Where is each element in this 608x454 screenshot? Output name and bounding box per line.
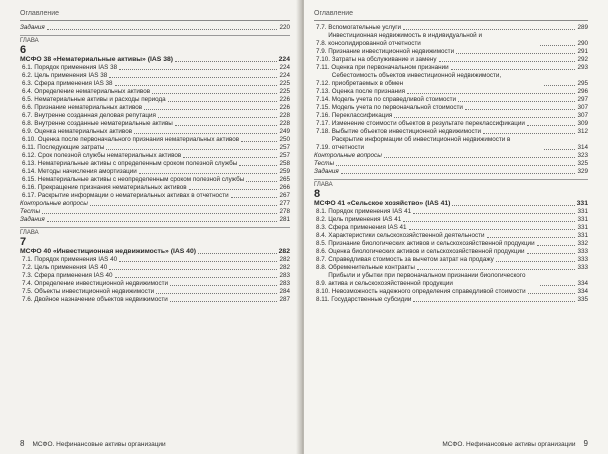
toc-entry-title: Невозможность надежного определения справедливой стоимости bbox=[331, 288, 526, 295]
toc-entry-number: 6.4. bbox=[22, 88, 35, 95]
toc-entry-page: 334 bbox=[577, 280, 588, 287]
leader-dots bbox=[527, 125, 576, 126]
toc-entry bbox=[20, 88, 290, 96]
toc-entry-title: Сфера применения IAS 41 bbox=[328, 224, 407, 231]
toc-entry-page: 257 bbox=[279, 144, 290, 151]
leader-dots bbox=[540, 45, 575, 46]
toc-entry-number: 7.10. bbox=[316, 56, 332, 63]
leader-dots bbox=[394, 117, 575, 118]
leader-dots bbox=[452, 205, 574, 206]
toc-entry-number: 6.17. bbox=[22, 192, 38, 199]
toc-entry-title: Государственные субсидии bbox=[331, 296, 412, 303]
leader-dots bbox=[42, 213, 277, 214]
toc-entry-number: 6.12. bbox=[22, 152, 38, 159]
toc-entry-page: 278 bbox=[279, 208, 290, 215]
toc-entry bbox=[314, 232, 588, 240]
toc-entry-number: 8.3. bbox=[316, 224, 329, 231]
toc-entry-title: Затраты на обслуживание и замену bbox=[331, 56, 437, 63]
toc-entry-page: 277 bbox=[279, 200, 290, 207]
toc-entry bbox=[20, 272, 290, 280]
leader-dots bbox=[409, 229, 576, 230]
toc-entry bbox=[314, 240, 588, 248]
toc-entry-title: Оценка при первоначальном признании bbox=[331, 64, 449, 71]
toc-entry-page: 331 bbox=[577, 224, 588, 231]
toc-entry bbox=[314, 120, 588, 128]
toc-entry-number: 7.6. bbox=[22, 296, 35, 303]
chapter-number: 7 bbox=[20, 236, 27, 248]
toc-entry-page: 282 bbox=[279, 264, 290, 271]
left-page bbox=[0, 0, 302, 454]
toc-entry-title: Оценка нематериальных активов bbox=[34, 128, 133, 135]
toc-entry-number: 8.9. bbox=[316, 280, 329, 287]
toc-entry-page: 291 bbox=[577, 48, 588, 55]
toc-entry-page: 225 bbox=[279, 80, 290, 87]
toc-entry-title: Контрольные вопросы bbox=[314, 152, 382, 159]
leader-dots bbox=[175, 125, 278, 126]
toc-entry-number: 6.14. bbox=[22, 168, 38, 175]
leader-dots bbox=[144, 109, 277, 110]
toc-entry-title: Выбытие объектов инвестиционной недвижимости bbox=[331, 128, 482, 135]
toc-entry-page: 226 bbox=[279, 96, 290, 103]
toc-entry-title: Модель учета по первоначальной стоимости bbox=[331, 104, 463, 111]
leader-dots bbox=[544, 85, 576, 86]
toc-entry bbox=[20, 288, 290, 296]
leader-dots bbox=[456, 53, 575, 54]
chapter-number: 8 bbox=[314, 188, 321, 200]
page-header: Оглавление bbox=[314, 10, 588, 21]
toc-entry bbox=[20, 192, 290, 200]
toc-entry-page: 249 bbox=[279, 128, 290, 135]
toc-entry-number: 7.13. bbox=[316, 88, 332, 95]
toc-entry-title: МСФО 40 «Инвестиционная недвижимость» (IAS 40) bbox=[20, 248, 197, 255]
running-title: МСФО. Нефинансовые активы организации bbox=[32, 441, 166, 448]
toc-entry-title: Контрольные вопросы bbox=[20, 200, 88, 207]
toc-entry-title: Оценка биологических активов и сельскохозяйственной продукции bbox=[328, 248, 525, 255]
toc-entry bbox=[314, 24, 588, 32]
toc-entry bbox=[314, 264, 588, 272]
toc-entry-number: 7.7. bbox=[316, 24, 329, 31]
toc-entry-page: 309 bbox=[577, 120, 588, 127]
leader-dots bbox=[115, 277, 278, 278]
leader-dots bbox=[241, 141, 277, 142]
toc-entry bbox=[314, 72, 588, 88]
chapter-7 bbox=[20, 227, 290, 304]
toc-entry bbox=[314, 128, 588, 136]
toc-entry bbox=[20, 80, 290, 88]
leader-dots bbox=[246, 181, 277, 182]
leader-dots bbox=[175, 61, 277, 62]
toc-entry-page: 334 bbox=[577, 288, 588, 295]
leader-dots bbox=[109, 77, 277, 78]
toc-entry-number: 7.12. bbox=[316, 80, 332, 87]
toc-entry-title: МСФО 41 «Сельское хозяйство» (IAS 41) bbox=[314, 200, 451, 207]
toc-entry-number: 8.5. bbox=[316, 240, 329, 247]
left-top-entries bbox=[20, 24, 290, 32]
leader-dots bbox=[119, 69, 277, 70]
toc-entry-number: 6.13. bbox=[22, 160, 38, 167]
toc-entry-page: 331 bbox=[577, 232, 588, 239]
toc-entry-page: 333 bbox=[577, 248, 588, 255]
toc-entry-page: 312 bbox=[577, 128, 588, 135]
toc-entry-page: 293 bbox=[577, 64, 588, 71]
toc-entry-page: 332 bbox=[577, 240, 588, 247]
toc-entry bbox=[20, 168, 290, 176]
leader-dots bbox=[239, 165, 277, 166]
right-entries bbox=[314, 24, 588, 152]
toc-entry-number: 6.11. bbox=[22, 144, 38, 151]
toc-entry bbox=[314, 160, 588, 168]
leader-dots bbox=[156, 293, 277, 294]
leader-dots bbox=[231, 197, 278, 198]
leader-dots bbox=[183, 157, 277, 158]
toc-entry-title: Прибыли и убытки при первоначальном признании биологического актива и сельскохозяйственной продукции bbox=[328, 272, 526, 287]
toc-entry-title: Сфера применения IAS 38 bbox=[34, 80, 113, 87]
toc-entry-number: 7.8. bbox=[316, 40, 329, 47]
leader-dots bbox=[134, 133, 277, 134]
toc-entry-title: Оценка после первоначального признания нематериальных активов bbox=[37, 136, 240, 143]
toc-entry-page: 284 bbox=[279, 288, 290, 295]
toc-entry-title: Признание нематериальных активов bbox=[34, 104, 143, 111]
leader-dots bbox=[47, 29, 278, 30]
toc-entry-number: 6.3. bbox=[22, 80, 35, 87]
toc-entry-page: 323 bbox=[577, 152, 588, 159]
toc-entry-title: Тесты bbox=[20, 208, 41, 215]
toc-entry bbox=[20, 120, 290, 128]
toc-entry-page: 250 bbox=[279, 136, 290, 143]
toc-entry-page: 290 bbox=[577, 40, 588, 47]
page-number: 9 bbox=[583, 439, 588, 448]
toc-entry bbox=[20, 248, 290, 256]
toc-entry-number: 6.7. bbox=[22, 112, 35, 119]
leader-dots bbox=[407, 93, 575, 94]
running-title: МСФО. Нефинансовые активы организации bbox=[442, 441, 576, 448]
leader-dots bbox=[413, 301, 575, 302]
toc-entry-number: 7.18. bbox=[316, 128, 332, 135]
toc-entry-title: Вспомогательные услуги bbox=[328, 24, 402, 31]
toc-entry-page: 267 bbox=[279, 192, 290, 199]
chapter-number: 6 bbox=[20, 44, 27, 56]
chapter-label: ГЛАВА bbox=[314, 179, 588, 188]
toc-entry-number: 6.5. bbox=[22, 96, 35, 103]
toc-entry bbox=[314, 256, 588, 264]
toc-entry bbox=[20, 112, 290, 120]
toc-entry-page: 331 bbox=[576, 200, 588, 207]
toc-entry bbox=[20, 96, 290, 104]
leader-dots bbox=[109, 269, 277, 270]
toc-entry bbox=[20, 280, 290, 288]
toc-entry bbox=[20, 136, 290, 144]
leader-dots bbox=[168, 101, 278, 102]
toc-entry-number: 7.11. bbox=[316, 64, 332, 71]
toc-entry bbox=[314, 32, 588, 48]
toc-entry-page: 224 bbox=[278, 56, 290, 63]
toc-entry-title: Справедливая стоимость за вычетом затрат на продажу bbox=[328, 256, 494, 263]
toc-entry-page: 292 bbox=[577, 56, 588, 63]
toc-entry-page: 283 bbox=[279, 272, 290, 279]
toc-entry-title: Изменение стоимости объектов в результате переклассификации bbox=[331, 120, 525, 127]
leader-dots bbox=[189, 189, 278, 190]
toc-entry-title: Внутренне созданная деловая репутация bbox=[34, 112, 156, 119]
toc-entry-title: Оценка после признания bbox=[331, 88, 406, 95]
leader-dots bbox=[439, 61, 576, 62]
leader-dots bbox=[537, 245, 576, 246]
page-number: 8 bbox=[20, 439, 25, 448]
toc-entry-page: 224 bbox=[279, 64, 290, 71]
toc-entry bbox=[314, 272, 588, 288]
toc-entry bbox=[20, 104, 290, 112]
leader-dots bbox=[384, 157, 576, 158]
toc-entry-number: 7.15. bbox=[316, 104, 332, 111]
toc-entry-title: Нематериальные активы с неопределенным сроком полезной службы bbox=[37, 176, 245, 183]
toc-entry-page: 297 bbox=[577, 96, 588, 103]
leader-dots bbox=[451, 69, 576, 70]
toc-entry-title: Задания bbox=[20, 24, 45, 31]
leader-dots bbox=[336, 165, 575, 166]
toc-entry-number: 7.17. bbox=[316, 120, 332, 127]
toc-entry-title: Модель учета по справедливой стоимости bbox=[331, 96, 457, 103]
toc-entry-page: 331 bbox=[577, 216, 588, 223]
toc-entry bbox=[314, 168, 588, 176]
toc-entry-page: 266 bbox=[279, 184, 290, 191]
toc-entry-number: 7.3. bbox=[22, 272, 35, 279]
toc-entry-title: Объекты инвестиционной недвижимости bbox=[34, 288, 155, 295]
toc-entry-title: Инвестиционная недвижимость в индивидуальной и консолидированной отчетности bbox=[328, 32, 482, 47]
toc-entry-title: Тесты bbox=[314, 160, 335, 167]
toc-entry-title: Порядок применения IAS 40 bbox=[34, 256, 118, 263]
toc-entry bbox=[314, 56, 588, 64]
toc-entry bbox=[314, 64, 588, 72]
toc-entry-page: 296 bbox=[577, 88, 588, 95]
leader-dots bbox=[483, 133, 575, 134]
toc-entry-title: Раскрытие информации о нематериальных активах в отчетности bbox=[37, 192, 229, 199]
leader-dots bbox=[413, 213, 575, 214]
toc-entry bbox=[20, 208, 290, 216]
leader-dots bbox=[90, 205, 278, 206]
toc-entry bbox=[314, 48, 588, 56]
toc-entry-number: 7.19. bbox=[316, 144, 332, 151]
toc-entry-page: 325 bbox=[577, 160, 588, 167]
page-header: Оглавление bbox=[20, 10, 290, 21]
toc-entry-number: 7.16. bbox=[316, 112, 332, 119]
toc-entry-title: Раскрытие информации об инвестиционной недвижимости в отчетности bbox=[331, 136, 511, 151]
leader-dots bbox=[458, 101, 575, 102]
toc-entry-page: 335 bbox=[577, 296, 588, 303]
leader-dots bbox=[47, 221, 278, 222]
toc-entry-page: 287 bbox=[279, 296, 290, 303]
toc-entry-title: Порядок применения IAS 38 bbox=[34, 64, 118, 71]
toc-entry-number: 6.9. bbox=[22, 128, 35, 135]
leader-dots bbox=[106, 149, 277, 150]
leader-dots bbox=[465, 109, 576, 110]
toc-entry-number: 8.1. bbox=[316, 208, 329, 215]
toc-entry bbox=[20, 200, 290, 208]
toc-entry-title: Переклассификация bbox=[331, 112, 393, 119]
toc-entry bbox=[20, 64, 290, 72]
toc-entry bbox=[314, 208, 588, 216]
toc-entry-number: 6.10. bbox=[22, 136, 38, 143]
toc-entry-number: 7.4. bbox=[22, 280, 35, 287]
toc-entry-number: 7.2. bbox=[22, 264, 35, 271]
right-tail-entries bbox=[314, 152, 588, 176]
toc-entry-page: 228 bbox=[279, 112, 290, 119]
toc-entry-number: 8.6. bbox=[316, 248, 329, 255]
toc-entry-title: МСФО 38 «Нематериальные активы» (IAS 38) bbox=[20, 56, 174, 63]
chapter-label: ГЛАВА bbox=[20, 227, 290, 236]
toc-entry-title: Нематериальные активы с определенным сроком полезной службы bbox=[37, 160, 238, 167]
leader-dots bbox=[528, 293, 576, 294]
leader-dots bbox=[527, 253, 576, 254]
toc-entry bbox=[314, 296, 588, 304]
chapter-8 bbox=[314, 179, 588, 304]
toc-entry-page: 333 bbox=[577, 256, 588, 263]
toc-entry-number: 6.16. bbox=[22, 184, 38, 191]
toc-entry-title: Признание инвестиционной недвижимости bbox=[328, 48, 455, 55]
toc-entry-title: Цель применения IAS 40 bbox=[34, 264, 108, 271]
toc-entry-page: 333 bbox=[577, 264, 588, 271]
toc-entry-number: 8.2. bbox=[316, 216, 329, 223]
leader-dots bbox=[119, 261, 277, 262]
leader-dots bbox=[170, 301, 278, 302]
toc-entry bbox=[20, 256, 290, 264]
toc-entry-number: 6.2. bbox=[22, 72, 35, 79]
toc-entry-page: 331 bbox=[577, 208, 588, 215]
page-footer bbox=[20, 439, 166, 448]
leader-dots bbox=[115, 85, 278, 86]
toc-entry-page: 295 bbox=[577, 80, 588, 87]
toc-entry bbox=[20, 24, 290, 32]
toc-entry bbox=[314, 152, 588, 160]
leader-dots bbox=[417, 269, 576, 270]
toc-entry-number: 8.4. bbox=[316, 232, 329, 239]
toc-entry-number: 7.14. bbox=[316, 96, 332, 103]
toc-entry bbox=[314, 200, 588, 208]
toc-entry-title: Срок полезной службы нематериальных активов bbox=[37, 152, 182, 159]
toc-entry bbox=[20, 176, 290, 184]
toc-entry-number: 6.8. bbox=[22, 120, 35, 127]
toc-entry-page: 225 bbox=[279, 88, 290, 95]
toc-entry bbox=[20, 184, 290, 192]
toc-entry-number: 6.1. bbox=[22, 64, 35, 71]
toc-entry bbox=[20, 264, 290, 272]
toc-entry-title: Себестоимость объектов инвестиционной недвижимости, приобретаемых в обмен bbox=[331, 72, 502, 87]
toc-entry bbox=[314, 96, 588, 104]
toc-entry-title: Порядок применения IAS 41 bbox=[328, 208, 412, 215]
toc-entry-title: Цель применения IAS 41 bbox=[328, 216, 402, 223]
toc-entry bbox=[314, 288, 588, 296]
toc-entry-title: Двойное назначение объектов недвижимости bbox=[34, 296, 168, 303]
toc-entry-title: Методы начисления амортизации bbox=[37, 168, 137, 175]
leader-dots bbox=[170, 285, 277, 286]
toc-entry-title: Нематериальные активы и расходы периода bbox=[34, 96, 166, 103]
toc-entry bbox=[314, 88, 588, 96]
leader-dots bbox=[158, 117, 278, 118]
toc-entry bbox=[20, 128, 290, 136]
toc-entry-page: 258 bbox=[279, 160, 290, 167]
toc-entry-title: Определение инвестиционной недвижимости bbox=[34, 280, 168, 287]
toc-entry-page: 289 bbox=[577, 24, 588, 31]
toc-entry-title: Внутренне созданные нематериальные активы bbox=[34, 120, 173, 127]
leader-dots bbox=[487, 237, 576, 238]
toc-entry-page: 307 bbox=[577, 104, 588, 111]
toc-entry-page: 281 bbox=[279, 216, 290, 223]
toc-entry bbox=[314, 224, 588, 232]
leader-dots bbox=[544, 149, 576, 150]
chapter-label: ГЛАВА bbox=[20, 35, 290, 44]
toc-entry bbox=[20, 216, 290, 224]
toc-entry-title: Обременительные контракты bbox=[328, 264, 415, 271]
toc-entry-page: 228 bbox=[279, 120, 290, 127]
toc-entry-page: 265 bbox=[279, 176, 290, 183]
toc-entry-number: 8.10. bbox=[316, 288, 332, 295]
toc-entry-page: 257 bbox=[279, 152, 290, 159]
toc-entry-number: 6.6. bbox=[22, 104, 35, 111]
leader-dots bbox=[540, 285, 575, 286]
toc-entry-page: 259 bbox=[279, 168, 290, 175]
toc-entry bbox=[20, 296, 290, 304]
right-page bbox=[304, 0, 608, 454]
toc-entry-title: Определение нематериальных активов bbox=[34, 88, 151, 95]
page-footer bbox=[442, 439, 588, 448]
toc-entry-title: Задания bbox=[20, 216, 45, 223]
leader-dots bbox=[403, 29, 575, 30]
toc-entry bbox=[314, 216, 588, 224]
toc-entry-title: Задания bbox=[314, 168, 339, 175]
toc-entry bbox=[314, 112, 588, 120]
toc-entry bbox=[314, 248, 588, 256]
toc-entry-page: 220 bbox=[279, 24, 290, 31]
toc-entry-page: 283 bbox=[279, 280, 290, 287]
toc-entry bbox=[20, 56, 290, 64]
toc-entry-page: 282 bbox=[279, 256, 290, 263]
toc-entry bbox=[20, 160, 290, 168]
toc-entry bbox=[20, 144, 290, 152]
toc-entry bbox=[314, 136, 588, 152]
toc-entry-title: Прекращение признания нематериальных активов bbox=[37, 184, 187, 191]
toc-entry-title: Цель применения IAS 38 bbox=[34, 72, 108, 79]
leader-dots bbox=[139, 173, 278, 174]
toc-entry-page: 314 bbox=[577, 144, 588, 151]
toc-entry-title: Характеристики сельскохозяйственной деятельности bbox=[328, 232, 485, 239]
toc-entry-page: 282 bbox=[278, 248, 290, 255]
toc-entry bbox=[20, 72, 290, 80]
toc-entry-number: 7.9. bbox=[316, 48, 329, 55]
toc-entry-title: Сфера применения IAS 40 bbox=[34, 272, 113, 279]
toc-entry-title: Последующие затраты bbox=[37, 144, 105, 151]
leader-dots bbox=[496, 261, 576, 262]
toc-entry-page: 224 bbox=[279, 72, 290, 79]
leader-dots bbox=[152, 93, 277, 94]
toc-entry-page: 307 bbox=[577, 112, 588, 119]
toc-entry-number: 8.11. bbox=[316, 296, 332, 303]
chapter-6 bbox=[20, 35, 290, 224]
toc-entry-number: 8.7. bbox=[316, 256, 329, 263]
toc-entry-number: 6.15. bbox=[22, 176, 38, 183]
toc-entry-number: 7.5. bbox=[22, 288, 35, 295]
toc-entry-number: 8.8. bbox=[316, 264, 329, 271]
toc-entry-number: 7.1. bbox=[22, 256, 35, 263]
toc-entry-page: 329 bbox=[577, 168, 588, 175]
leader-dots bbox=[403, 221, 575, 222]
toc-entry-title: Признание биологических активов и сельскохозяйственной продукции bbox=[328, 240, 535, 247]
toc-entry bbox=[314, 104, 588, 112]
toc-entry-page: 226 bbox=[279, 104, 290, 111]
leader-dots bbox=[341, 173, 576, 174]
leader-dots bbox=[198, 253, 277, 254]
toc-entry bbox=[20, 152, 290, 160]
